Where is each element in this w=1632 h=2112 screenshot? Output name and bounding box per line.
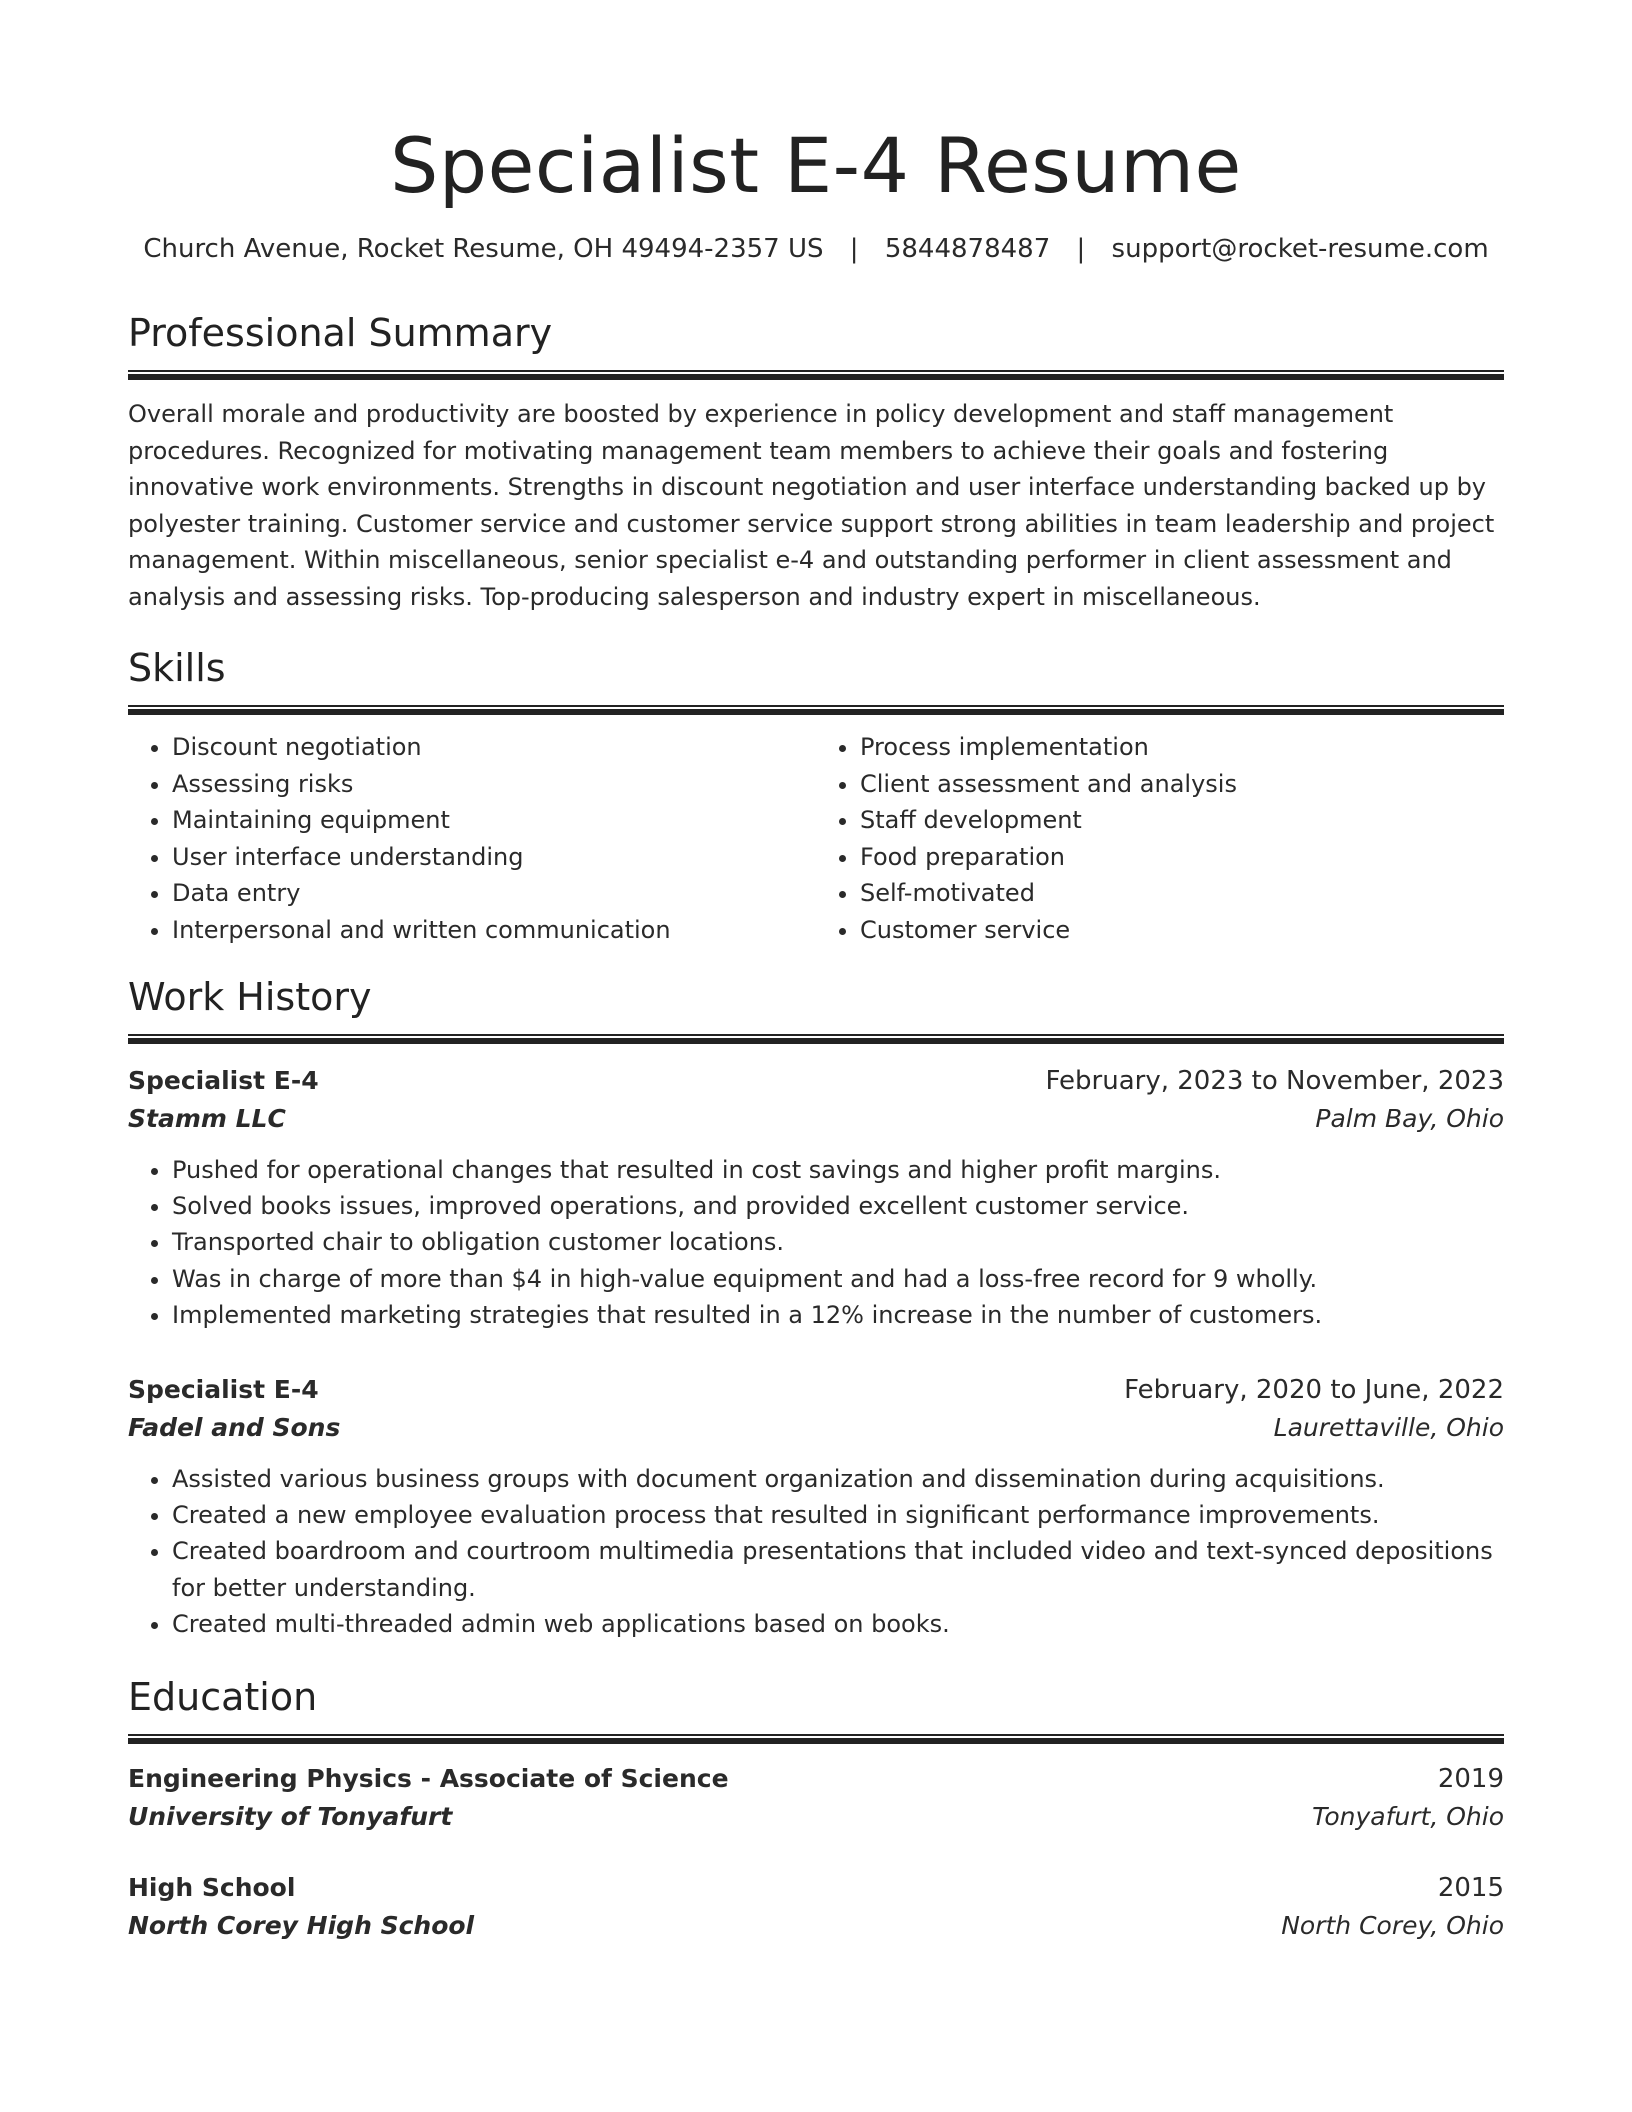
job-entry <box>128 1062 1504 1333</box>
education-year: 2019 <box>1437 1764 1504 1795</box>
skill-item: • User interface understanding <box>172 839 816 876</box>
resume-title: Specialist E-4 Resume <box>390 121 1242 210</box>
work-history-section <box>128 972 1504 1642</box>
job-entry <box>128 1371 1504 1642</box>
job-bullet: • Created multi-threaded admin web applications based on books. <box>172 1606 1504 1642</box>
job-location: Laurettaville, Ohio <box>1273 1413 1504 1443</box>
education-location: North Corey, Ohio <box>1281 1911 1504 1941</box>
job-title: Specialist E-4 <box>128 1066 319 1095</box>
job-bullet: • Was in charge of more than $4 in high-value equipment and had a loss-free record for 9 wholly. <box>172 1261 1504 1297</box>
education-school: North Corey High School <box>128 1911 475 1941</box>
skill-item: • Discount negotiation <box>172 729 816 766</box>
education-year: 2015 <box>1437 1873 1504 1904</box>
skills-list <box>128 729 1504 948</box>
contact-phone: 5844878487 <box>884 234 1051 264</box>
skill-item: • Client assessment and analysis <box>860 766 1504 803</box>
section-divider <box>128 1034 1504 1044</box>
summary-text: Overall morale and productivity are boosted by experience in policy development and staff management procedures. Recognized for motivating management team members to achieve their goals and fostering innovative work environments. Strengths in discount negotiation and user interface understanding backed up by polyester training. Customer service and customer service support strong abilities in team leadership and project management. Within miscellaneous, senior specialist e-4 and outstanding performer in client assessment and analysis and assessing risks. Top-producing salesperson and industry expert in miscellaneous. <box>128 400 1495 611</box>
skills-column-left <box>128 729 816 948</box>
summary-heading: Professional Summary <box>128 311 553 355</box>
job-bullet: • Created boardroom and courtroom multimedia presentations that included video and text-synced depositions for better understanding. <box>172 1533 1504 1605</box>
contact-separator: | <box>1076 234 1086 264</box>
job-company: Stamm LLC <box>128 1104 286 1133</box>
education-section <box>128 1672 1504 1945</box>
skill-item: • Interpersonal and written communication <box>172 912 816 949</box>
education-degree: High School <box>128 1873 296 1903</box>
skill-item: • Process implementation <box>860 729 1504 766</box>
contact-info <box>128 232 1504 266</box>
section-divider <box>128 705 1504 715</box>
education-heading: Education <box>128 1675 318 1720</box>
job-bullet: • Implemented marketing strategies that resulted in a 12% increase in the number of customers. <box>172 1297 1504 1333</box>
education-entry <box>128 1760 1504 1836</box>
skill-item: • Staff development <box>860 802 1504 839</box>
education-location: Tonyafurt, Ohio <box>1312 1802 1504 1832</box>
skill-item: • Assessing risks <box>172 766 816 803</box>
job-bullet: • Transported chair to obligation customer locations. <box>172 1224 1504 1260</box>
section-divider <box>128 1734 1504 1744</box>
skills-column-right <box>816 729 1504 948</box>
job-dates: February, 2023 to November, 2023 <box>1045 1066 1504 1096</box>
job-location: Palm Bay, Ohio <box>1315 1104 1504 1133</box>
education-entry <box>128 1869 1504 1945</box>
section-divider <box>128 370 1504 380</box>
education-school: University of Tonyafurt <box>128 1802 453 1832</box>
skill-item: • Food preparation <box>860 839 1504 876</box>
summary-section <box>128 308 1504 615</box>
skill-item: • Customer service <box>860 912 1504 949</box>
contact-address: Church Avenue, Rocket Resume, OH 49494-2357 US <box>143 234 824 264</box>
contact-separator: | <box>849 234 859 264</box>
job-bullet: • Created a new employee evaluation process that resulted in significant performance improvements. <box>172 1497 1504 1533</box>
education-degree: Engineering Physics - Associate of Science <box>128 1764 729 1794</box>
skill-item: • Maintaining equipment <box>172 802 816 839</box>
job-bullet: • Pushed for operational changes that resulted in cost savings and higher profit margins. <box>172 1152 1504 1188</box>
job-company: Fadel and Sons <box>128 1413 341 1443</box>
skill-item: • Data entry <box>172 875 816 912</box>
skill-item: • Self-motivated <box>860 875 1504 912</box>
work-history-heading: Work History <box>128 975 372 1019</box>
skills-section <box>128 643 1504 948</box>
job-title: Specialist E-4 <box>128 1375 319 1405</box>
job-dates: February, 2020 to June, 2022 <box>1124 1375 1504 1406</box>
job-bullets <box>128 1461 1504 1642</box>
skills-heading: Skills <box>128 646 226 690</box>
job-bullets <box>128 1152 1504 1333</box>
job-bullet: • Assisted various business groups with document organization and dissemination during acquisitions. <box>172 1461 1504 1497</box>
job-bullet: • Solved books issues, improved operations, and provided excellent customer service. <box>172 1188 1504 1224</box>
contact-email: support@rocket-resume.com <box>1111 234 1489 264</box>
